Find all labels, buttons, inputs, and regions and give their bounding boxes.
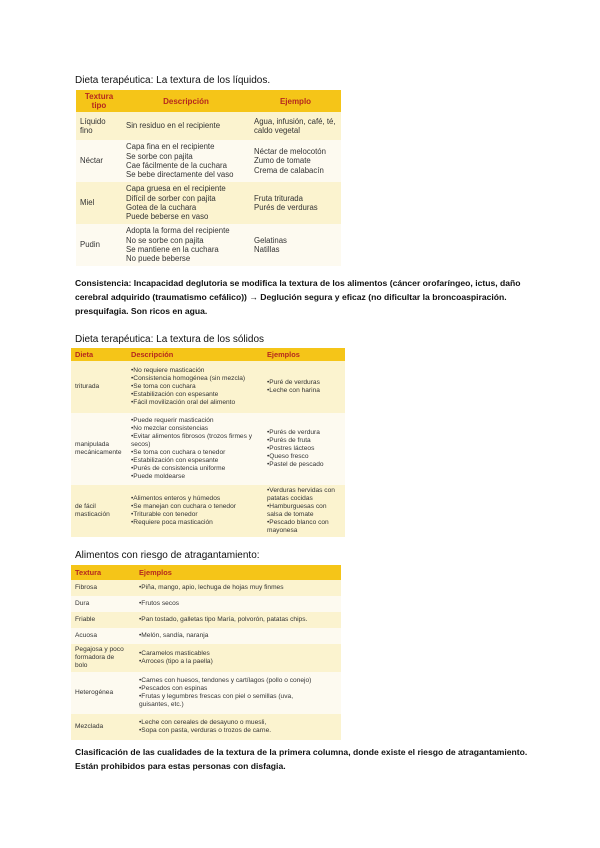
header-ejemplos-solidos: Ejemplos <box>263 348 345 361</box>
table-row <box>71 628 341 644</box>
header-descripcion: Descripción <box>122 90 250 112</box>
ejemplo-cell <box>250 182 341 224</box>
ejemplos-cell-line: •Puré de verduras <box>267 379 320 386</box>
textura-cell-line: Pegajosa y poco <box>75 646 124 653</box>
textura-cell-line: Dura <box>75 600 90 607</box>
header-ejemplos: Ejemplos <box>135 565 341 580</box>
descripcion-cell-line: •Triturable con tenedor <box>131 511 198 518</box>
textura-tipo-cell-line: Miel <box>80 198 95 208</box>
ejemplo-cell-line: Gelatinas <box>254 235 287 245</box>
ejemplos-cell-line: •Verduras hervidas con <box>267 487 335 494</box>
ejemplo-cell <box>250 112 341 140</box>
ejemplos-cell-line: •Purés de verdura <box>267 429 320 436</box>
descripcion-cell <box>122 140 250 182</box>
descripcion-cell-line: •Se toma con cuchara <box>131 383 196 390</box>
descripcion-cell-line: secos) <box>131 441 151 448</box>
descripcion-cell-line: Sin residuo en el recipiente <box>126 121 221 131</box>
ejemplos-cell-line: •Hamburguesas con <box>267 503 327 510</box>
ejemplos-cell-line: •Leche con cereales de desayuno o muesli, <box>139 719 267 726</box>
table-row <box>71 413 345 485</box>
ejemplos-cell <box>263 361 345 413</box>
ejemplos-cell-line: •Caramelos masticables <box>139 650 210 657</box>
ejemplos-cell-line: •Postres lácteos <box>267 445 315 452</box>
descripcion-cell-line: No puede beberse <box>126 254 191 264</box>
table-row <box>76 140 341 182</box>
textura-tipo-cell-line: Néctar <box>80 156 103 166</box>
table-row <box>71 361 345 413</box>
section1-title: Dieta terapéutica: La textura de los líquidos. <box>75 75 271 86</box>
ejemplos-cell-line: •Pastel de pescado <box>267 461 324 468</box>
descripcion-cell <box>127 485 263 537</box>
ejemplos-cell-line: patatas cocidas <box>267 495 313 502</box>
descripcion-cell-line: Cae fácilmente de la cuchara <box>126 161 227 170</box>
textura-cell-line: Fibrosa <box>75 584 97 591</box>
textura-tipo-cell <box>76 182 122 224</box>
textura-tipo-cell <box>76 224 122 266</box>
section3-title: Alimentos con riesgo de atragantamiento: <box>75 550 260 561</box>
ejemplos-cell-line: •Pescados con espinas <box>139 685 208 692</box>
ejemplos-cell-line: •Piña, mango, apio, lechuga de hojas muy finmes <box>139 584 284 591</box>
liquids-table <box>76 90 341 266</box>
descripcion-cell-line: •Puede moldearse <box>131 473 185 480</box>
descripcion-cell-line: •Estabilización con espesante <box>131 391 219 398</box>
ejemplo-cell-line: Natillas <box>254 245 280 254</box>
dieta-cell-line: manipulada <box>75 441 110 448</box>
section2-title: Dieta terapéutica: La textura de los sólidos <box>75 334 264 345</box>
table-row <box>71 714 341 740</box>
ejemplo-cell <box>250 140 341 182</box>
ejemplo-cell <box>250 224 341 266</box>
textura-tipo-cell <box>76 140 122 182</box>
table-row <box>76 224 341 266</box>
ejemplo-cell-line: Néctar de melocotón <box>254 146 326 156</box>
textura-cell <box>71 612 135 628</box>
textura-cell <box>71 580 135 596</box>
descripcion-cell-line: Puede beberse en vaso <box>126 212 209 222</box>
descripcion-cell-line: •Evitar alimentos fibrosos (trozos firmes y <box>131 433 253 440</box>
textura-cell-line: bolo <box>75 662 88 669</box>
header-textura-tipo-text: Textura tipo <box>84 92 114 110</box>
table-row <box>71 612 341 628</box>
textura-cell-line: Acuosa <box>75 632 97 639</box>
ejemplos-cell <box>135 672 341 714</box>
ejemplos-cell-line: •Purés de fruta <box>267 437 311 444</box>
table-row <box>71 580 341 596</box>
ejemplo-cell-line: Crema de calabacín <box>254 165 324 175</box>
descripcion-cell-line: No se sorbe con pajita <box>126 235 204 245</box>
ejemplos-cell-line: •Leche con harina <box>267 387 320 394</box>
dieta-cell-line: triturada <box>75 383 100 390</box>
dieta-cell-line: masticación <box>75 511 110 518</box>
textura-cell-line: formadora de <box>75 654 115 661</box>
descripcion-cell <box>122 112 250 140</box>
textura-tipo-cell-line: Pudin <box>80 240 100 250</box>
descripcion-cell-line: Adopta la forma del recipiente <box>126 226 230 236</box>
ejemplos-cell <box>135 628 341 644</box>
ejemplos-cell-line: •Melón, sandía, naranja <box>139 632 209 639</box>
clasificacion-paragraph <box>75 745 545 773</box>
consistencia-paragraph <box>75 276 535 318</box>
textura-cell-line: Mezclada <box>75 723 104 730</box>
paragraph-line: Consistencia: Incapacidad deglutoria se modifica la textura de los alimentos (cáncer orofaríngeo, ictus, daño <box>75 278 521 288</box>
ejemplos-cell <box>135 714 341 740</box>
table-row <box>71 644 341 672</box>
ejemplo-cell-line: Purés de verduras <box>254 203 318 212</box>
descripcion-cell-line: •Alimentos enteros y húmedos <box>131 495 221 502</box>
ejemplos-cell <box>135 580 341 596</box>
choking-risk-table <box>71 565 341 740</box>
ejemplos-cell <box>135 612 341 628</box>
descripcion-cell <box>122 224 250 266</box>
descripcion-cell-line: •Consistencia homogénea (sin mezcla) <box>131 375 246 382</box>
ejemplos-cell-line: •Carnes con huesos, tendones y cartílagos (pollo o conejo) <box>139 677 312 684</box>
descripcion-cell-line: •Purés de consistencia uniforme <box>131 465 226 472</box>
textura-tipo-cell <box>76 112 122 140</box>
paragraph-line: presquifagia. Son ricos en agua. <box>75 306 208 316</box>
textura-cell-line: Heterogénea <box>75 689 114 696</box>
ejemplos-cell <box>135 596 341 612</box>
ejemplos-cell-line: •Queso fresco <box>267 453 309 460</box>
paragraph-line: Están prohibidos para estas personas con disfagia. <box>75 761 286 771</box>
descripcion-cell-line: •No requiere masticación <box>131 367 205 374</box>
header-ejemplo: Ejemplo <box>250 90 341 112</box>
table-row <box>76 112 341 140</box>
descripcion-cell-line: Capa gruesa en el recipiente <box>126 184 226 194</box>
solids-table <box>71 348 345 537</box>
textura-tipo-cell-line: Líquido <box>80 116 106 126</box>
ejemplos-cell-line: •Sopa con pasta, verduras o trozos de carne. <box>139 727 272 734</box>
dieta-cell-line: de fácil <box>75 503 96 510</box>
ejemplo-cell-line: caldo vegetal <box>254 126 300 135</box>
table-row <box>71 485 345 537</box>
ejemplo-cell-line: Agua, infusión, café, té, <box>254 116 336 126</box>
descripcion-cell-line: •Se toma con cuchara o tenedor <box>131 449 226 456</box>
ejemplos-cell-line: •Pescado blanco con <box>267 519 329 526</box>
textura-cell <box>71 628 135 644</box>
table-row <box>71 672 341 714</box>
header-dieta: Dieta <box>71 348 127 361</box>
table-row <box>76 182 341 224</box>
textura-cell <box>71 644 135 672</box>
descripcion-cell-line: Difícil de sorber con pajita <box>126 193 216 203</box>
header-descripcion-solidos: Descripción <box>127 348 263 361</box>
textura-tipo-cell-line: fino <box>80 126 93 135</box>
ejemplos-cell-line: •Arroces (tipo a la paella) <box>139 658 213 665</box>
paragraph-line: cerebral adquirido (traumatismo cefálico)) → Deglución segura y eficaz (no dificultar la broncoaspiración. <box>75 292 507 302</box>
ejemplos-cell-line: salsa de tomate <box>267 511 314 518</box>
descripcion-cell-line: •Requiere poca masticación <box>131 519 213 526</box>
header-textura: Textura <box>71 565 135 580</box>
descripcion-cell-line: Se bebe directamente del vaso <box>126 170 234 180</box>
textura-cell <box>71 714 135 740</box>
dieta-cell-line: mecánicamente <box>75 449 122 456</box>
descripcion-cell-line: •Fácil movilización oral del alimento <box>131 399 236 406</box>
descripcion-cell-line: •Estabilización con espesante <box>131 457 219 464</box>
descripcion-cell-line: Capa fina en el recipiente <box>126 142 215 152</box>
descripcion-cell-line: Gotea de la cuchara <box>126 203 197 212</box>
ejemplos-cell-line: •Pan tostado, galletas tipo María, polvorón, patatas chips. <box>139 616 308 623</box>
descripcion-cell <box>122 182 250 224</box>
paragraph-line: Clasificación de las cualidades de la textura de la primera columna, donde existe el riesgo de atragantamiento. <box>75 747 528 757</box>
ejemplos-cell-line: •Frutos secos <box>139 600 180 607</box>
ejemplos-cell-line: •Frutas y legumbres frescas con piel o semillas (uva, <box>139 693 294 700</box>
descripcion-cell-line: Se mantiene en la cuchara <box>126 245 219 254</box>
header-textura-tipo <box>76 90 122 112</box>
ejemplos-cell <box>135 644 341 672</box>
ejemplos-cell <box>263 413 345 485</box>
textura-cell-line: Friable <box>75 616 96 623</box>
descripcion-cell-line: •Puede requerir masticación <box>131 417 214 424</box>
descripcion-cell-line: •No mezclar consistencias <box>131 425 209 432</box>
descripcion-cell <box>127 361 263 413</box>
table-row <box>71 596 341 612</box>
ejemplos-cell <box>263 485 345 537</box>
descripcion-cell-line: Se sorbe con pajita <box>126 151 193 161</box>
dieta-cell <box>71 485 127 537</box>
ejemplos-cell-line: guisantes, etc.) <box>139 701 184 708</box>
descripcion-cell <box>127 413 263 485</box>
textura-cell <box>71 596 135 612</box>
dieta-cell <box>71 413 127 485</box>
textura-cell <box>71 672 135 714</box>
descripcion-cell-line: •Se manejan con cuchara o tenedor <box>131 503 236 510</box>
ejemplo-cell-line: Fruta triturada <box>254 193 303 203</box>
dieta-cell <box>71 361 127 413</box>
ejemplos-cell-line: mayonesa <box>267 527 298 534</box>
ejemplo-cell-line: Zumo de tomate <box>254 156 311 166</box>
